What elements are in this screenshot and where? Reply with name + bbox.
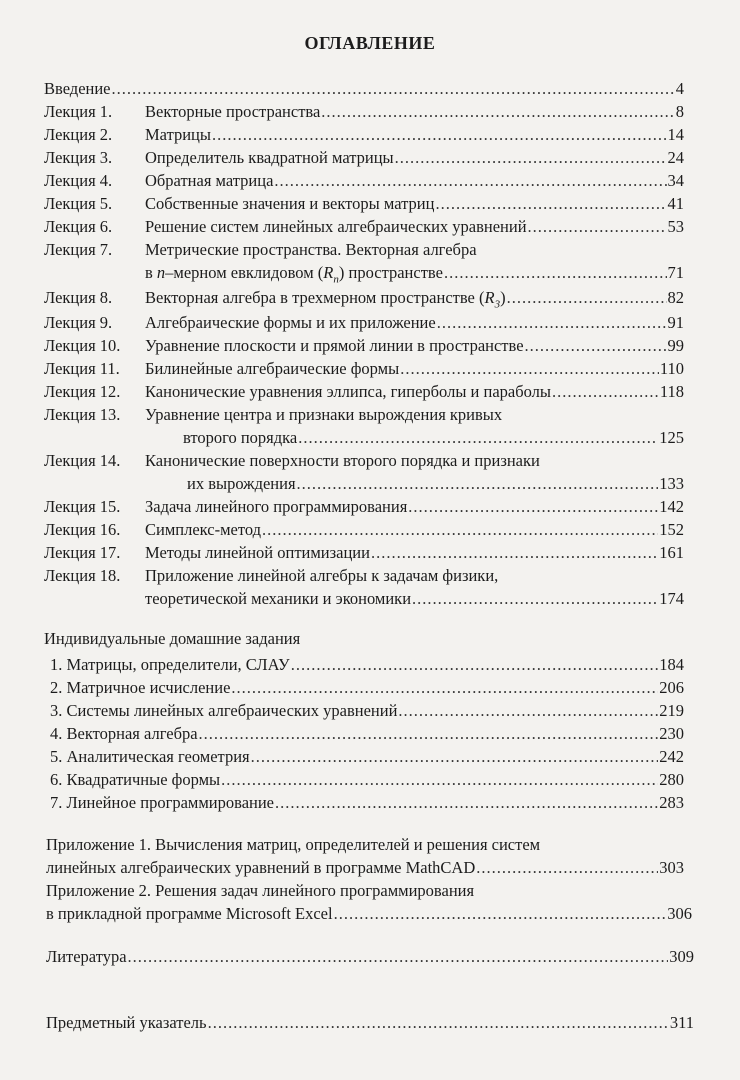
page-number: 174 bbox=[659, 589, 684, 608]
page-number: 4 bbox=[675, 79, 684, 98]
entry-text: Билинейные алгебраические формы bbox=[145, 359, 400, 378]
page-number: 71 bbox=[667, 263, 684, 282]
lecture-label: Лекция 4. bbox=[44, 171, 113, 190]
lecture-label: Лекция 15. bbox=[44, 497, 121, 516]
lecture-label: Лекция 12. bbox=[44, 382, 121, 401]
page-number: 242 bbox=[659, 747, 684, 766]
dot-leader bbox=[231, 677, 658, 699]
toc-entry-lecture-12[interactable] bbox=[44, 381, 684, 403]
page-number: 306 bbox=[667, 904, 692, 923]
dot-leader bbox=[507, 287, 667, 309]
dot-leader bbox=[212, 124, 667, 146]
entry-text: Алгебраические формы и их приложение bbox=[145, 313, 436, 332]
dot-leader bbox=[262, 519, 658, 541]
entry-text: Уравнение плоскости и прямой линии в пространстве bbox=[145, 336, 524, 355]
lecture-label: Лекция 9. bbox=[44, 313, 113, 332]
toc-entry-index[interactable] bbox=[46, 1012, 694, 1034]
dot-leader bbox=[251, 746, 659, 768]
homework-heading: Индивидуальные домашние задания bbox=[44, 629, 301, 648]
entry-text: Уравнение центра и признаки вырождения кривых bbox=[145, 405, 503, 424]
page-number: 219 bbox=[659, 701, 684, 720]
entry-text: Векторные пространства bbox=[145, 102, 321, 121]
lecture-label: Лекция 16. bbox=[44, 520, 121, 539]
toc-entry-lecture-11[interactable] bbox=[44, 358, 684, 380]
entry-text: Канонические уравнения эллипса, гиперболы и параболы bbox=[145, 382, 551, 401]
page-number: 184 bbox=[659, 655, 684, 674]
entry-text-cont: в n–мерном евклидовом $(R_n)$ пространстве bbox=[145, 263, 443, 286]
homework-item-4[interactable] bbox=[50, 723, 684, 745]
page-number: 91 bbox=[667, 313, 684, 332]
entry-text: Приложение линейной алгебры к задачам физики, bbox=[145, 566, 499, 585]
page-number: 82 bbox=[667, 288, 684, 307]
entry-text: Определитель квадратной матрицы bbox=[145, 148, 394, 167]
homework-item-2[interactable] bbox=[50, 677, 684, 699]
dot-leader bbox=[334, 903, 667, 925]
entry-text: 2. Матричное исчисление bbox=[50, 678, 231, 697]
dot-leader bbox=[525, 335, 667, 357]
dot-leader bbox=[274, 170, 666, 192]
page-number: 230 bbox=[659, 724, 684, 743]
homework-item-5[interactable] bbox=[50, 746, 684, 768]
entry-text: Собственные значения и векторы матриц bbox=[145, 194, 435, 213]
toc-entry-lecture-18-cont[interactable] bbox=[145, 588, 684, 610]
dot-leader bbox=[398, 700, 658, 722]
dot-leader bbox=[476, 857, 658, 879]
page-number: 14 bbox=[667, 125, 684, 144]
toc-entry-lecture-17[interactable] bbox=[44, 542, 684, 564]
page-number: 309 bbox=[669, 947, 694, 966]
lecture-label: Лекция 5. bbox=[44, 194, 113, 213]
toc-entry-lecture-5[interactable] bbox=[44, 193, 684, 215]
entry-text: Решение систем линейных алгебраических уравнений bbox=[145, 217, 527, 236]
entry-text-cont: их вырождения bbox=[187, 474, 296, 493]
dot-leader bbox=[275, 792, 658, 814]
lecture-label: Лекция 14. bbox=[44, 451, 121, 470]
page-number: 283 bbox=[659, 793, 684, 812]
dot-leader bbox=[128, 946, 669, 968]
entry-text: Метрические пространства. Векторная алгебра bbox=[145, 240, 477, 259]
page-number: 152 bbox=[659, 520, 684, 539]
toc-entry-lecture-14[interactable] bbox=[44, 450, 540, 472]
page-number: 99 bbox=[667, 336, 684, 355]
lecture-label: Лекция 6. bbox=[44, 217, 113, 236]
entry-text: 1. Матрицы, определители, СЛАУ bbox=[50, 655, 290, 674]
toc-entry-lecture-13-cont[interactable] bbox=[183, 427, 684, 449]
page-number: 125 bbox=[659, 428, 684, 447]
lecture-label: Лекция 13. bbox=[44, 405, 121, 424]
toc-entry-lecture-15[interactable] bbox=[44, 496, 684, 518]
lecture-label: Лекция 2. bbox=[44, 125, 113, 144]
toc-entry-lecture-10[interactable] bbox=[44, 335, 684, 357]
page-number: 41 bbox=[667, 194, 684, 213]
entry-text: Введение bbox=[44, 79, 111, 98]
lecture-label: Лекция 11. bbox=[44, 359, 120, 378]
toc-entry-lecture-18[interactable] bbox=[44, 565, 498, 587]
toc-entry-lecture-4[interactable] bbox=[44, 170, 684, 192]
lecture-label: Лекция 7. bbox=[44, 240, 113, 259]
entry-text: 5. Аналитическая геометрия bbox=[50, 747, 250, 766]
dot-leader bbox=[291, 654, 659, 676]
entry-text-cont: второго порядка bbox=[183, 428, 298, 447]
page-number: 118 bbox=[659, 382, 684, 401]
dot-leader bbox=[298, 427, 658, 449]
page-title: ОГЛАВЛЕНИЕ bbox=[304, 33, 436, 53]
homework-item-7[interactable] bbox=[50, 792, 684, 814]
entry-text: Канонические поверхности второго порядка и признаки bbox=[145, 451, 540, 470]
lecture-label: Лекция 8. bbox=[44, 288, 113, 307]
toc-entry-intro[interactable] bbox=[44, 78, 684, 100]
dot-leader bbox=[437, 312, 667, 334]
page-number: 110 bbox=[659, 359, 684, 378]
dot-leader bbox=[552, 381, 659, 403]
lecture-label: Лекция 3. bbox=[44, 148, 113, 167]
toc-entry-lecture-7[interactable] bbox=[44, 239, 477, 261]
toc-entry-lecture-1[interactable] bbox=[44, 101, 684, 123]
dot-leader bbox=[435, 193, 666, 215]
dot-leader bbox=[528, 216, 667, 238]
dot-leader bbox=[221, 769, 658, 791]
entry-text: 3. Системы линейных алгебраических уравнений bbox=[50, 701, 398, 720]
dot-leader bbox=[395, 147, 667, 169]
appendix-1-title[interactable]: Приложение 1. Вычисления матриц, определителей и решения систем bbox=[46, 835, 541, 854]
homework-item-6[interactable] bbox=[50, 769, 684, 791]
lecture-label: Лекция 10. bbox=[44, 336, 121, 355]
homework-item-3[interactable] bbox=[50, 700, 684, 722]
page-number: 34 bbox=[667, 171, 684, 190]
entry-text: в прикладной программе Microsoft Excel bbox=[46, 904, 333, 923]
entry-text: 4. Векторная алгебра bbox=[50, 724, 198, 743]
toc-entry-lecture-16[interactable] bbox=[44, 519, 684, 541]
page-number: 280 bbox=[659, 770, 684, 789]
entry-text: линейных алгебраических уравнений в программе MathCAD bbox=[46, 858, 476, 877]
page-number: 142 bbox=[659, 497, 684, 516]
entry-text: Обратная матрица bbox=[145, 171, 274, 190]
entry-text: 6. Квадратичные формы bbox=[50, 770, 221, 789]
toc-entry-lecture-9[interactable] bbox=[44, 312, 684, 334]
lecture-label: Лекция 17. bbox=[44, 543, 121, 562]
page-number: 161 bbox=[659, 543, 684, 562]
dot-leader bbox=[408, 496, 658, 518]
dot-leader bbox=[400, 358, 659, 380]
page-number: 8 bbox=[675, 102, 684, 121]
dot-leader bbox=[199, 723, 659, 745]
page-number: 133 bbox=[659, 474, 684, 493]
page-number: 24 bbox=[667, 148, 684, 167]
entry-text: Симплекс-метод bbox=[145, 520, 262, 539]
entry-text: Методы линейной оптимизации bbox=[145, 543, 370, 562]
entry-text: Предметный указатель bbox=[46, 1013, 207, 1032]
page-number: 206 bbox=[659, 678, 684, 697]
dot-leader bbox=[321, 101, 674, 123]
dot-leader bbox=[112, 78, 675, 100]
lecture-label: Лекция 1. bbox=[44, 102, 113, 121]
homework-item-1[interactable] bbox=[50, 654, 684, 676]
toc-entry-lecture-13[interactable] bbox=[44, 404, 502, 426]
page-number: 311 bbox=[669, 1013, 694, 1032]
dot-leader bbox=[208, 1012, 669, 1034]
lecture-label: Лекция 18. bbox=[44, 566, 121, 585]
page-number: 53 bbox=[667, 217, 684, 236]
entry-text: Векторная алгебра в трехмерном пространстве $(R_3)$ bbox=[145, 288, 506, 311]
appendix-1-entry[interactable] bbox=[46, 857, 684, 879]
dot-leader bbox=[444, 262, 667, 284]
appendix-2-title[interactable]: Приложение 2. Решения задач линейного программирования bbox=[46, 881, 475, 900]
appendix-2-entry[interactable] bbox=[46, 903, 692, 925]
toc-entry-literature[interactable] bbox=[46, 946, 694, 968]
dot-leader bbox=[297, 473, 659, 495]
entry-text: Задача линейного программирования bbox=[145, 497, 408, 516]
entry-text-cont: теоретической механики и экономики bbox=[145, 589, 412, 608]
toc-entry-lecture-6[interactable] bbox=[44, 216, 684, 238]
toc-entry-lecture-2[interactable] bbox=[44, 124, 684, 146]
entry-text: Матрицы bbox=[145, 125, 211, 144]
page-number: 303 bbox=[659, 858, 684, 877]
toc-entry-lecture-14-cont[interactable] bbox=[187, 473, 684, 495]
toc-entry-lecture-3[interactable] bbox=[44, 147, 684, 169]
dot-leader bbox=[371, 542, 658, 564]
entry-text: 7. Линейное программирование bbox=[50, 793, 274, 812]
dot-leader bbox=[412, 588, 658, 610]
entry-text: Литература bbox=[46, 947, 127, 966]
